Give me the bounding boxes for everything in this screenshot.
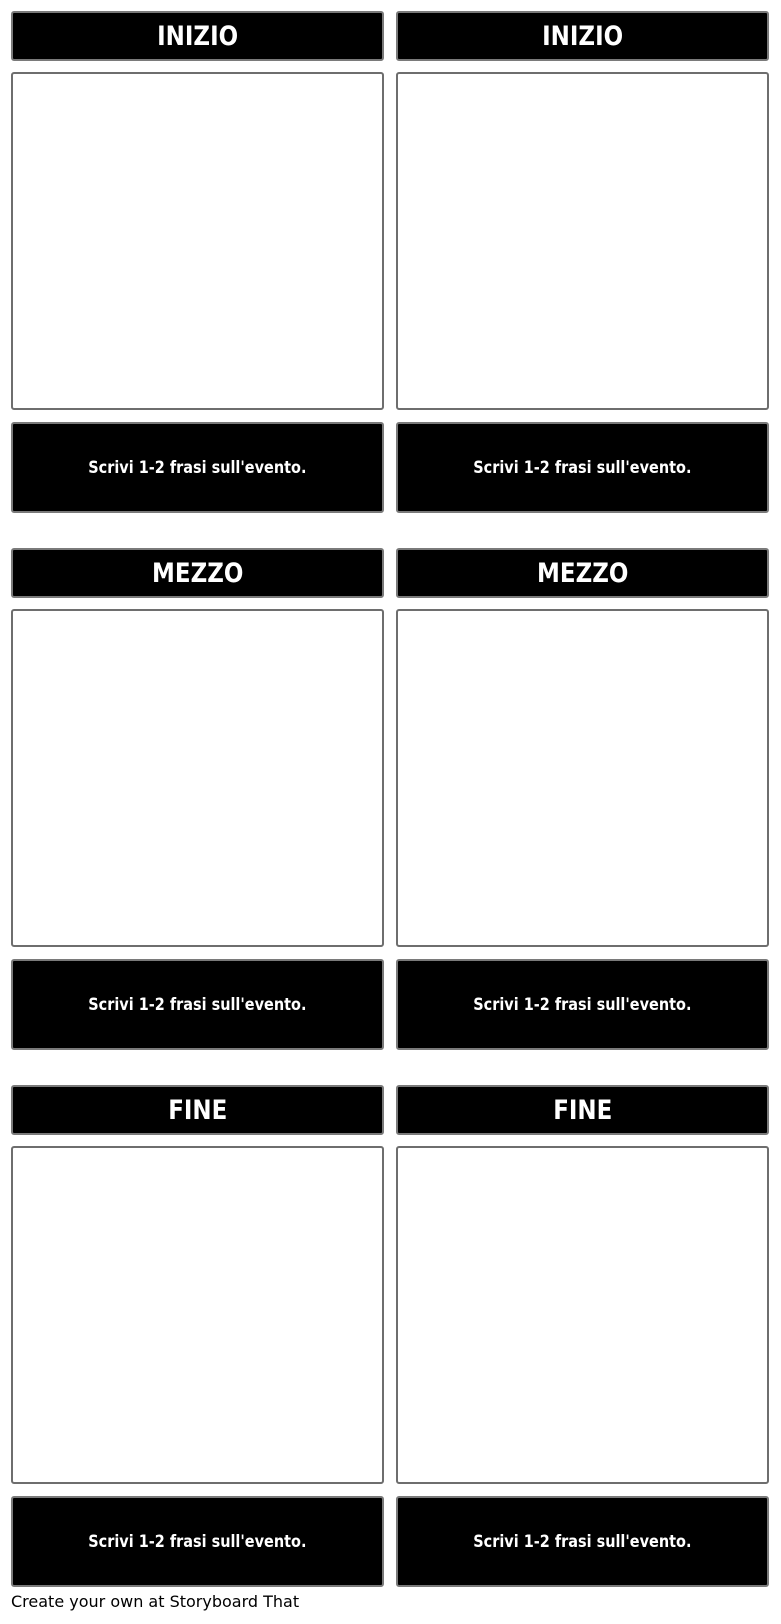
cell-title: INIZIO [542,20,623,52]
cell-image-area [11,72,384,410]
cell-caption-box [396,422,769,513]
cell-title: MEZZO [536,557,629,589]
cell-image-area [396,609,769,947]
cell-caption: Scrivi 1-2 frasi sull'evento. [473,994,692,1015]
cell-image-area [396,1146,769,1484]
cell-caption: Scrivi 1-2 frasi sull'evento. [88,457,307,478]
cell-image-area [11,609,384,947]
cell-caption-box [11,959,384,1050]
cell-caption: Scrivi 1-2 frasi sull'evento. [473,457,692,478]
cell-title: FINE [552,1094,613,1126]
cell-caption-box [396,959,769,1050]
footer-credit: Create your own at Storyboard That [11,1592,300,1611]
cell-caption-box [396,1496,769,1587]
cell-title-box [396,1085,769,1135]
cell-title-box [396,11,769,61]
cell-title-box [396,548,769,598]
cell-caption: Scrivi 1-2 frasi sull'evento. [88,994,307,1015]
cell-title-box [11,11,384,61]
cell-image-area [396,72,769,410]
cell-title-box [11,548,384,598]
cell-caption-box [11,422,384,513]
cell-title: INIZIO [157,20,238,52]
cell-caption-box [11,1496,384,1587]
cell-title-box [11,1085,384,1135]
cell-title: FINE [167,1094,228,1126]
cell-image-area [11,1146,384,1484]
cell-caption: Scrivi 1-2 frasi sull'evento. [473,1531,692,1552]
cell-title: MEZZO [151,557,244,589]
cell-caption: Scrivi 1-2 frasi sull'evento. [88,1531,307,1552]
